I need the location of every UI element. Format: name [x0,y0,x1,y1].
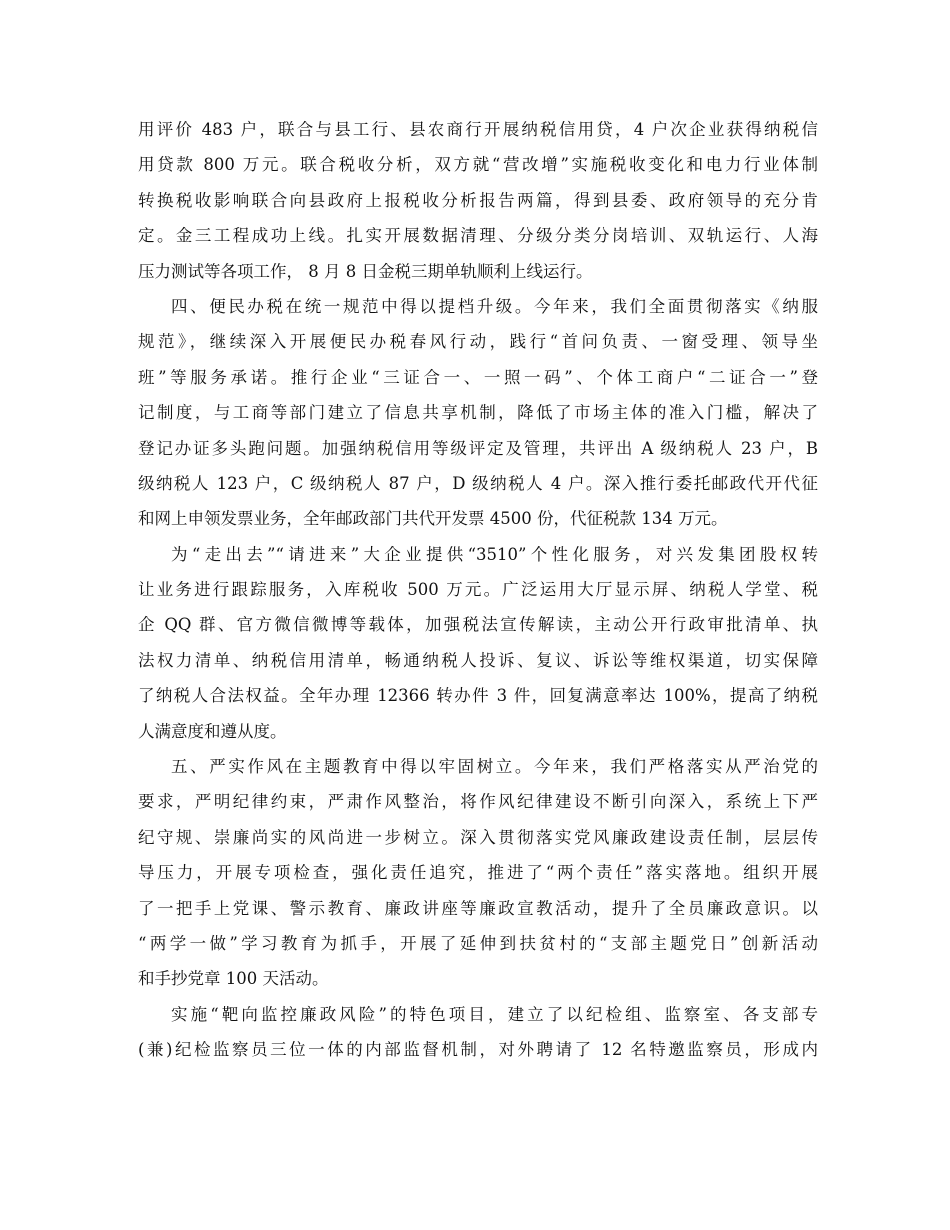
paragraph-line: 法权力清单、纳税信用清单，畅通纳税人投诉、复议、诉讼等维权渠道，切实保障 [138,650,818,670]
paragraph-line: (兼)纪检监察员三位一体的内部监督机制，对外聘请了 12 名特邀监察员，形成内 [138,1040,818,1060]
document-body [138,112,818,1068]
paragraph-line: 四、便民办税在统一规范中得以提档升级。今年来，我们全面贯彻落实《纳服 [171,296,818,316]
paragraph [138,749,818,997]
paragraph [138,997,818,1068]
paragraph-line: 和网上申领发票业务，全年邮政部门共代开发票 4500 份，代征税款 134 万元。 [138,509,728,529]
paragraph-line: 人满意度和遵从度。 [138,721,287,741]
paragraph-line: 定。金三工程成功上线。扎实开展数据清理、分级分类分岗培训、双轨运行、人海 [138,226,818,246]
paragraph-line: 纪守规、崇廉尚实的风尚进一步树立。深入贯彻落实党风廉政建设责任制，层层传 [138,827,818,847]
paragraph [138,289,818,537]
paragraph-line: 让业务进行跟踪服务，入库税收 500 万元。广泛运用大厅显示屏、纳税人学堂、税 [138,580,818,600]
paragraph-line: 导压力，开展专项检查，强化责任追究，推进了“两个责任”落实落地。组织开展 [138,863,818,883]
paragraph-line: 了一把手上党课、警示教育、廉政讲座等廉政宣教活动，提升了全员廉政意识。以 [138,898,818,918]
paragraph-line: 用贷款 800 万元。联合税收分析，双方就“营改增”实施税收变化和电力行业体制 [138,155,818,175]
paragraph-line: “两学一做”学习教育为抓手，开展了延伸到扶贫村的“支部主题党日”创新活动 [138,933,818,953]
paragraph-line: 为“走出去”“请进来”大企业提供“3510”个性化服务，对兴发集团股权转 [171,544,818,564]
paragraph-line: 和手抄党章 100 天活动。 [138,969,329,989]
paragraph-line: 级纳税人 123 户，C 级纳税人 87 户，D 级纳税人 4 户。深入推行委托邮政代开代征 [138,473,818,493]
paragraph-line: 五、严实作风在主题教育中得以牢固树立。今年来，我们严格落实从严治党的 [171,757,818,777]
paragraph [138,537,818,749]
paragraph-line: 记制度，与工商等部门建立了信息共享机制，降低了市场主体的准入门槛，解决了 [138,403,818,423]
paragraph-line: 压力测试等各项工作， 8 月 8 日金税三期单轨顺利上线运行。 [138,261,593,281]
paragraph-line: 班”等服务承诺。推行企业“三证合一、一照一码”、个体工商户“二证合一”登 [138,367,818,387]
paragraph-line: 用评价 483 户，联合与县工行、县农商行开展纳税信用贷，4 户次企业获得纳税信 [138,120,818,139]
paragraph-line: 登记办证多头跑问题。加强纳税信用等级评定及管理，共评出 A 级纳税人 23 户，B [138,438,818,458]
paragraph-line: 转换税收影响联合向县政府上报税收分析报告两篇，得到县委、政府领导的充分肯 [138,190,818,210]
paragraph-line: 实施“靶向监控廉政风险”的特色项目，建立了以纪检组、监察室、各支部专 [171,1004,818,1024]
paragraph [138,112,818,289]
paragraph-line: 了纳税人合法权益。全年办理 12366 转办件 3 件，回复满意率达 100%，提高了纳税 [138,686,818,706]
paragraph-line: 要求，严明纪律约束，严肃作风整治，将作风纪律建设不断引向深入，系统上下严 [138,792,818,812]
paragraph-line: 规范》，继续深入开展便民办税春风行动，践行“首问负责、一窗受理、领导坐 [138,332,818,352]
paragraph-line: 企 QQ 群、官方微信微博等载体，加强税法宣传解读，主动公开行政审批清单、执 [138,615,818,635]
